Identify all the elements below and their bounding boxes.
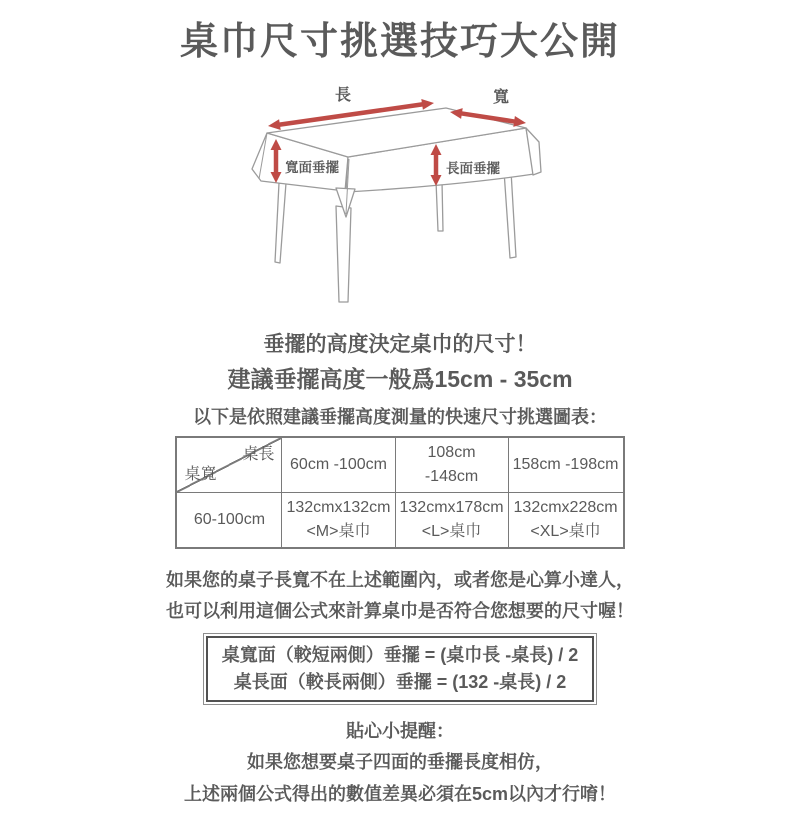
formula-long-sides: 桌長面（較長兩側）垂擺 = (132 -桌長) / 2 [233,672,567,692]
header-cell-range-1: 60cm -100cm [282,437,395,493]
width-label: 寬 [492,89,510,106]
cloth-size-l: 132cmx178cm [399,499,504,516]
recommended-drop-range: 建議垂擺高度一般爲15cm - 35cm [227,366,573,392]
tablecloth-diagram [228,80,588,320]
size-selection-table [175,436,624,549]
formula-box [203,633,598,705]
formula-intro-line2: 也可以利用這個公式來計算桌巾是否符合您想要的尺寸喔！ [166,601,634,621]
table-intro-text: 以下是依照建議垂擺高度測量的快速尺寸挑選圖表： [193,407,607,427]
table-header-row [176,437,623,493]
reminder-line1: 如果您想要桌子四面的垂擺長度相仿， [247,752,553,772]
table-corner-cell [176,437,282,493]
length-drop-label: 長面垂擺 [446,161,500,176]
reminder-heading: 貼心小提醒： [346,721,454,741]
length-label: 長 [334,87,352,104]
cell-l-size [395,493,508,549]
reminder-line2: 上述兩個公式得出的數值差異必須在5cm以內才行唷！ [183,784,617,804]
header-cell-range-2: 108cm -148cm [395,437,508,493]
header-cell-range-3: 158cm -198cm [508,437,624,493]
table-legs [275,171,516,302]
drop-height-statement: 垂擺的高度決定桌巾的尺寸！ [263,333,537,356]
formula-intro-text [0,565,800,627]
width-drop-label: 寬面垂擺 [285,160,339,175]
cloth-name-l: <L>桌巾 [421,523,482,540]
corner-label-table-width: 桌寬 [184,466,217,483]
page-title: 桌巾尺寸挑選技巧大公開 [179,21,620,63]
cloth-name-m: <M>桌巾 [306,523,371,540]
formula-short-sides: 桌寬面（較短兩側）垂擺 = (桌巾長 -桌長) / 2 [221,645,579,665]
cloth-size-xl: 132cmx228cm [513,499,618,516]
table-row [176,493,623,549]
cell-xl-size [508,493,624,549]
corner-label-table-length: 桌長 [242,446,275,463]
cell-m-size [282,493,395,549]
formula-intro-line1: 如果您的桌子長寬不在上述範圍內，或者您是心算小達人， [166,570,634,590]
cloth-size-m: 132cmx132cm [286,499,391,516]
cloth-name-xl: <XL>桌巾 [530,523,601,540]
row-header-width-range: 60-100cm [176,493,282,549]
